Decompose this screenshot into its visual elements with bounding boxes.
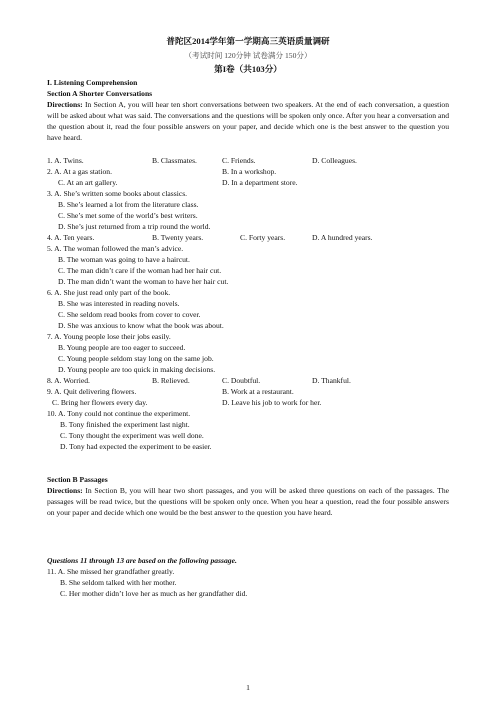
q5-option-d: D. The man didn’t want the woman to have her hair cut. (58, 277, 229, 286)
q3-option-c: C. She’s met some of the world’s best writers. (58, 211, 198, 220)
q4-option-d: D. A hundred years. (312, 233, 373, 242)
directions-text: In Section A, you will hear ten short conversations between two speakers. At the end of each conversation, a question will be asked about what was said. The conversations and the questions will be spoken only once. After you hear a conversation and the question about it, read the four possible answers on your paper, and decide which one is the best answer to the question you have heard. (47, 100, 449, 143)
q6-option-c: C. She seldom read books from cover to cover. (58, 310, 201, 319)
directions-label: Directions: (47, 486, 83, 495)
q2-option-d: D. In a department store. (222, 178, 298, 187)
q8-option-b: B. Relieved. (152, 376, 190, 385)
q6-option-a: 6. A. She just read only part of the book. (47, 288, 171, 297)
questions-heading: Questions 11 through 13 are based on the following passage. (47, 556, 237, 565)
q1-option-d: D. Colleagues. (312, 156, 357, 165)
q8-option-d: D. Thankful. (312, 376, 351, 385)
q11-option-c: C. Her mother didn’t love her as much as her grandfather did. (60, 589, 248, 598)
q7-option-c: C. Young people seldom stay long on the same job. (58, 354, 214, 363)
q10-option-c: C. Tony thought the experiment was well done. (60, 431, 204, 440)
q3-option-a: 3. A. She’s written some books about classics. (47, 189, 188, 198)
q11-option-a: 11. A. She missed her grandfather greatly. (47, 567, 175, 576)
q7-option-a: 7. A. Young people lose their jobs easily. (47, 332, 171, 341)
q5-option-c: C. The man didn’t care if the woman had her hair cut. (58, 266, 222, 275)
q7-option-b: B. Young people are too eager to succeed. (58, 343, 186, 352)
q1-option-c: C. Friends. (222, 156, 256, 165)
exam-subtitle: （考试时间 120分钟 试卷满分 150分） (184, 51, 312, 60)
q10-option-b: B. Tony finished the experiment last night. (60, 420, 190, 429)
q9-option-d: D. Leave his job to work for her. (222, 398, 322, 407)
q11-option-b: B. She seldom talked with her mother. (60, 578, 177, 587)
q2-option-c: C. At an art gallery. (58, 178, 118, 187)
section-b-directions (47, 485, 449, 518)
section-a-directions (47, 99, 449, 143)
q9-option-a: 9. A. Quit delivering flowers. (47, 387, 137, 396)
directions-label: Directions: (47, 100, 83, 109)
q4-option-c: C. Forty years. (240, 233, 286, 242)
q2-option-a: 2. A. At a gas station. (47, 167, 112, 176)
exam-title: 普陀区2014学年第一学期高三英语质量调研 (166, 36, 330, 46)
part-title: 第I卷（共103分） (214, 64, 282, 74)
q5-option-b: B. The woman was going to have a haircut. (58, 255, 190, 264)
q4-option-b: B. Twenty years. (152, 233, 204, 242)
section-b-title: Section B Passages (47, 475, 108, 484)
q6-option-b: B. She was interested in reading novels. (58, 299, 180, 308)
q9-option-c: C. Bring her flowers every day. (52, 398, 148, 407)
section-heading: I. Listening Comprehension (47, 78, 138, 87)
q2-option-b: B. In a workshop. (222, 167, 277, 176)
q5-option-a: 5. A. The woman followed the man’s advice. (47, 244, 184, 253)
page-number: 1 (246, 683, 250, 692)
q8-option-c: C. Doubtful. (222, 376, 261, 385)
directions-text: In Section B, you will hear two short passages, and you will be asked three questions on each of the passages. The passages will be read twice, but the questions will be spoken only once. When you hear a question, read the four possible answers on your paper and decide which one would be the best answer to the question you have heard. (47, 486, 449, 518)
q6-option-d: D. She was anxious to know what the book was about. (58, 321, 224, 330)
q10-option-d: D. Tony had expected the experiment to be easier. (60, 442, 212, 451)
q7-option-d: D. Young people are too quick in making decisions. (58, 365, 216, 374)
q9-option-b: B. Work at a restaurant. (222, 387, 294, 396)
q3-option-d: D. She’s just returned from a trip round the world. (58, 222, 211, 231)
q4-option-a: 4. A. Ten years. (47, 233, 95, 242)
q8-option-a: 8. A. Worried. (47, 376, 90, 385)
section-a-title: Section A Shorter Conversations (47, 89, 153, 98)
q1-option-a: 1. A. Twins. (47, 156, 84, 165)
q1-option-b: B. Classmates. (152, 156, 197, 165)
q3-option-b: B. She’s learned a lot from the literature class. (58, 200, 199, 209)
q10-option-a: 10. A. Tony could not continue the experiment. (47, 409, 191, 418)
